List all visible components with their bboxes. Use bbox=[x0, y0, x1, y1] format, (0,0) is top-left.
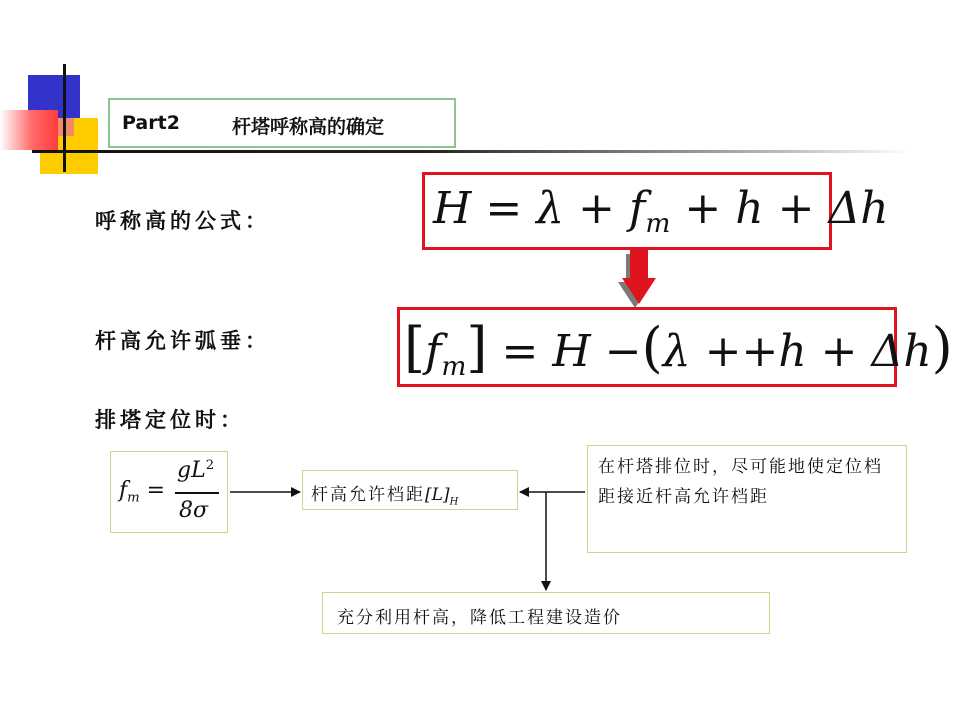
sag-label: 杆高允许弧垂： bbox=[95, 329, 270, 353]
placement-label: 排塔定位时： bbox=[95, 408, 245, 432]
fm-lhs: $f_m$ = bbox=[119, 478, 166, 506]
sag-formula: $[f_m] = H -(\lambda ++h + \Delta h)$ bbox=[404, 316, 953, 383]
formula-label: 呼称高的公式： bbox=[95, 209, 270, 233]
title-text: 杆塔呼称高的确定 bbox=[232, 116, 385, 138]
title-part: Part2 bbox=[122, 112, 180, 134]
allowable-span-text: 杆高允许档距$[L]_H$ bbox=[311, 485, 459, 508]
placement-note-text: 在杆塔排位时，尽可能地使定位档距接近杆高允许档距 bbox=[598, 457, 883, 507]
fm-numerator: $gL^2$ bbox=[177, 458, 215, 483]
result-text: 充分利用杆高，降低工程建设造价 bbox=[337, 608, 622, 628]
fm-denominator: 8σ bbox=[179, 498, 209, 523]
height-formula: $H = \lambda + f_m + h + \Delta h$ bbox=[433, 183, 889, 240]
